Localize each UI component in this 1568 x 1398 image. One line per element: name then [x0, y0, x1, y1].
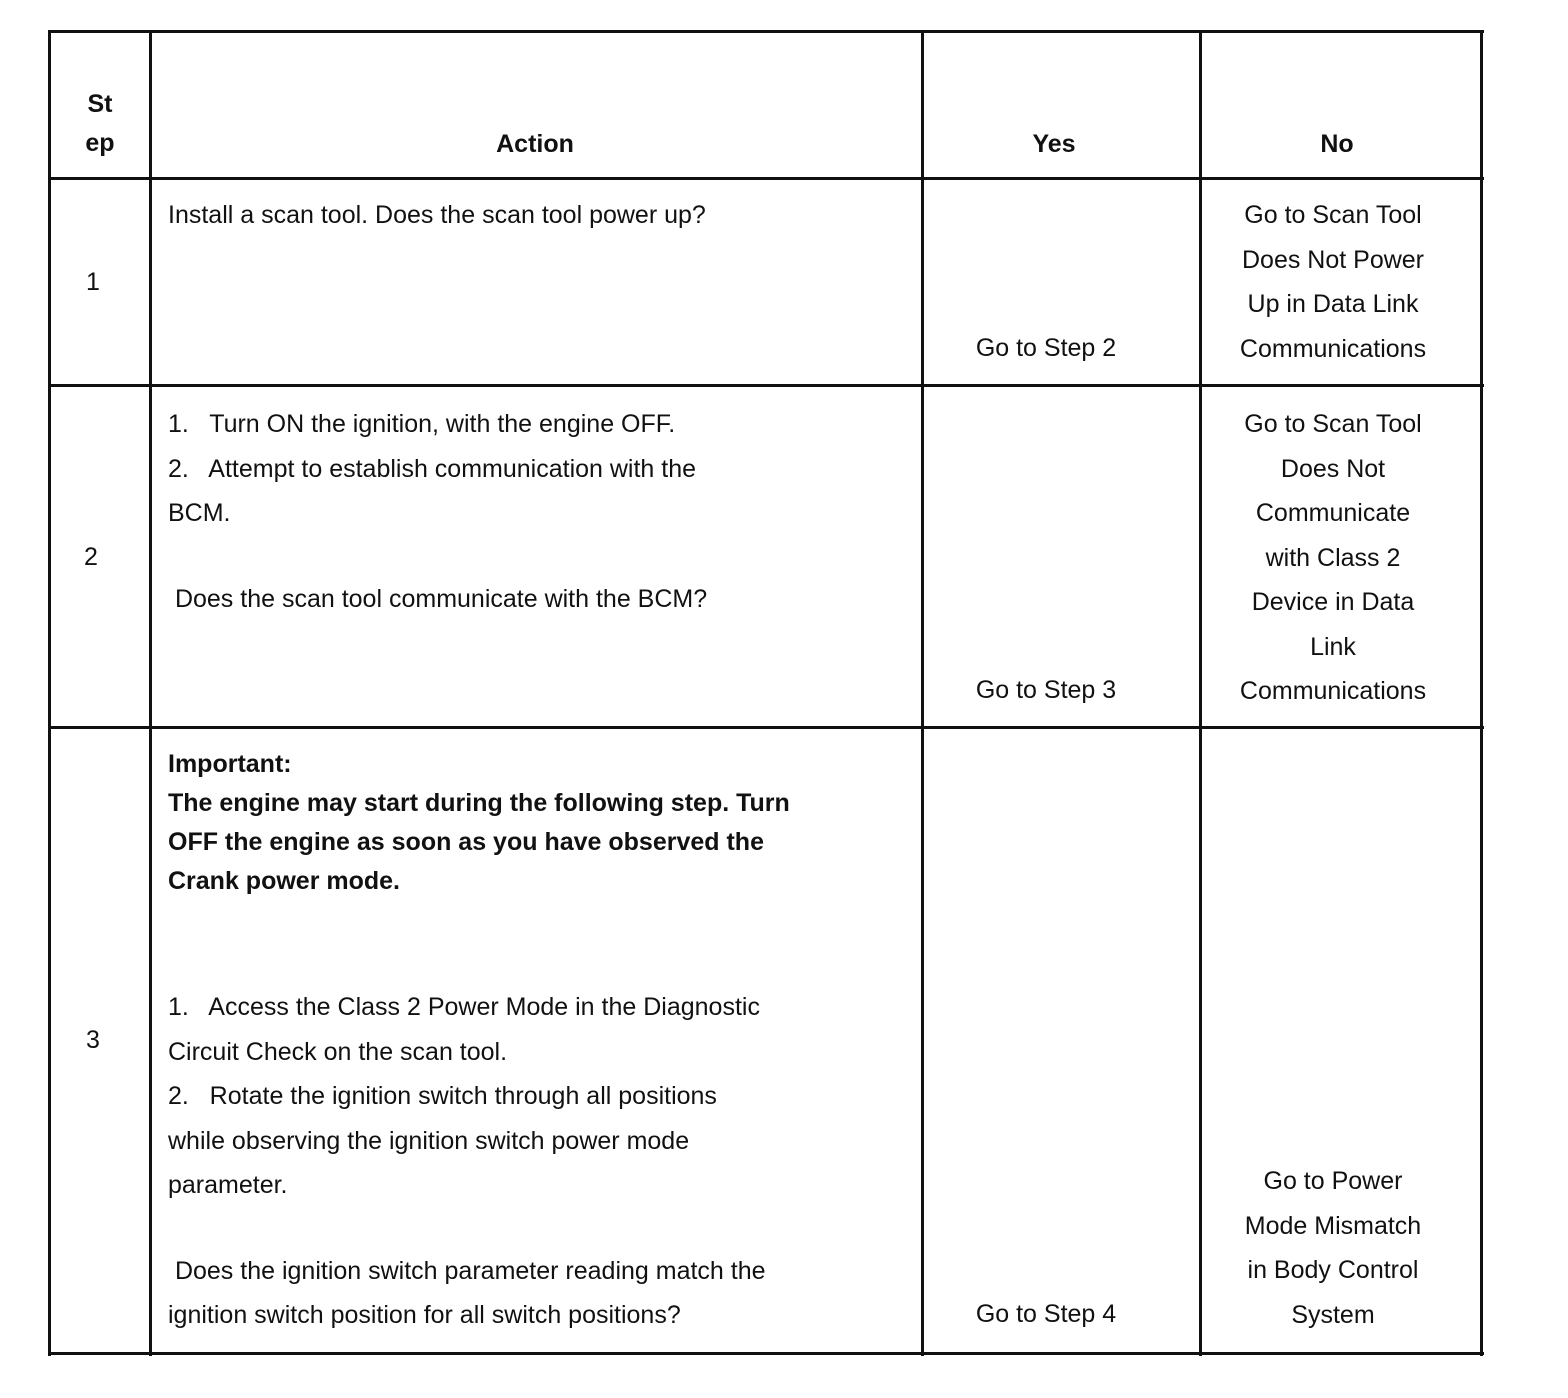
- action-text: 2. Rotate the ignition switch through all positions: [168, 1082, 717, 1110]
- no-text-line: Go to Scan Tool: [1244, 201, 1422, 229]
- row3-step: 3: [86, 1026, 100, 1054]
- row3-action-steps: [168, 985, 908, 1338]
- action-question: Does the ignition switch parameter reading match the: [168, 1256, 766, 1285]
- action-text: 2. Attempt to establish communication with the: [168, 454, 697, 483]
- important-text: OFF the engine as soon as you have observed the: [168, 828, 764, 856]
- row-divider: [48, 726, 1484, 729]
- action-text: 1. Turn ON the ignition, with the engine OFF.: [168, 410, 676, 438]
- important-note: [168, 745, 908, 901]
- header-divider: [48, 177, 1484, 180]
- action-text: Circuit Check on the scan tool.: [168, 1037, 508, 1066]
- header-step: [51, 85, 149, 163]
- column-divider: [149, 30, 152, 1356]
- table-border-right: [1480, 30, 1483, 1356]
- header-yes: Yes: [1032, 130, 1076, 158]
- no-text-line: Communications: [1239, 677, 1427, 705]
- header-step-line: St: [87, 90, 113, 118]
- header-step-line: ep: [85, 129, 115, 157]
- no-text-line: Communications: [1239, 334, 1427, 363]
- row2-action: [168, 402, 908, 621]
- table-border-top: [48, 30, 1484, 33]
- row-divider: [48, 384, 1484, 387]
- table-border-bottom: [48, 1352, 1484, 1355]
- important-text: Crank power mode.: [168, 867, 400, 895]
- row1-yes: Go to Step 2: [975, 334, 1117, 362]
- row3-no: [1202, 1159, 1464, 1337]
- no-text-line: Go to Power: [1263, 1167, 1403, 1195]
- table-border-left: [48, 30, 51, 1356]
- no-text-line: System: [1291, 1300, 1375, 1329]
- no-text-line: Go to Scan Tool: [1244, 410, 1422, 438]
- no-text-line: in Body Control: [1247, 1256, 1419, 1284]
- no-text-line: Device in Data: [1251, 588, 1415, 616]
- no-text-line: Mode Mismatch: [1244, 1211, 1422, 1240]
- action-question: ignition switch position for all switch positions?: [168, 1301, 681, 1329]
- action-question: Does the scan tool communicate with the BCM?: [168, 584, 708, 613]
- no-text-line: Communicate: [1255, 499, 1411, 527]
- header-no: No: [1320, 130, 1354, 158]
- action-text: BCM.: [168, 499, 231, 527]
- action-text: while observing the ignition switch power mode: [168, 1126, 690, 1155]
- row3-yes: Go to Step 4: [975, 1300, 1117, 1328]
- important-label: Important:: [168, 750, 292, 778]
- diagnostic-table: [48, 30, 1484, 1356]
- no-text-line: Does Not: [1280, 454, 1386, 483]
- action-text: parameter.: [168, 1171, 288, 1199]
- no-text-line: Does Not Power: [1241, 245, 1425, 274]
- action-text: Install a scan tool. Does the scan tool power up?: [168, 201, 706, 229]
- row2-yes: Go to Step 3: [975, 676, 1117, 704]
- row1-no: [1202, 193, 1464, 371]
- row1-step: 1: [86, 268, 100, 296]
- row3-action: [168, 745, 908, 901]
- no-text-line: with Class 2: [1265, 543, 1401, 572]
- important-text: The engine may start during the following step. Turn: [168, 789, 790, 817]
- no-text-line: Up in Data Link: [1247, 290, 1419, 318]
- header-action: Action: [496, 130, 574, 158]
- action-text: 1. Access the Class 2 Power Mode in the Diagnostic: [168, 993, 760, 1021]
- row2-no: [1202, 402, 1464, 714]
- no-text-line: Link: [1310, 632, 1356, 661]
- row1-action: [168, 193, 908, 238]
- row2-step: 2: [84, 543, 98, 571]
